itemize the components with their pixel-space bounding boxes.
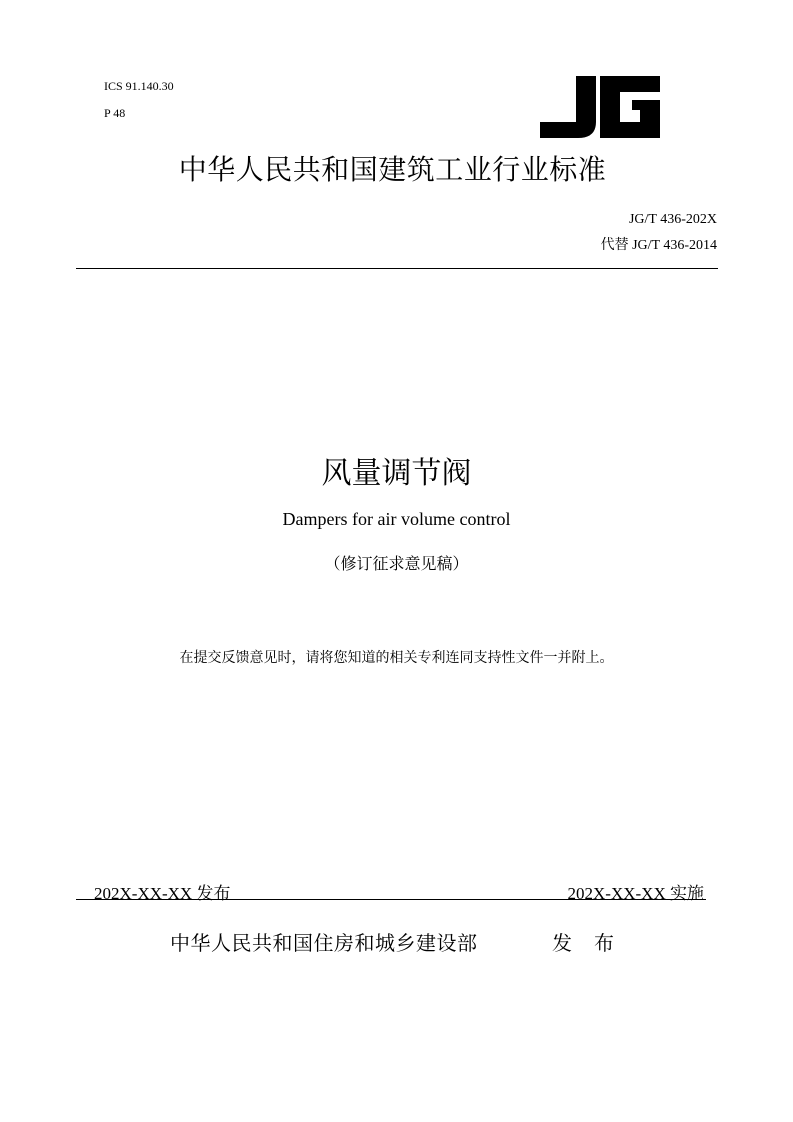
replaces-code: 代替 JG/T 436-2014 <box>600 238 717 253</box>
patent-notice: 在提交反馈意见时，请将您知道的相关专利连同支持性文件一并附上。 <box>179 651 614 666</box>
classification-code: P 48 <box>104 106 126 120</box>
top-divider <box>76 268 718 269</box>
jg-logo <box>538 76 660 138</box>
document-title-english: Dampers for air volume control <box>282 509 511 529</box>
standard-code: JG/T 436-202X <box>628 212 717 227</box>
bottom-divider <box>76 899 706 900</box>
issue-date: 202X-XX-XX 发布 <box>94 884 231 903</box>
issue-label: 发布 <box>552 931 636 955</box>
document-title-chinese: 风量调节阀 <box>321 456 472 491</box>
draft-stage: （修订征求意见稿） <box>324 556 469 573</box>
ics-number: ICS 91.140.30 <box>104 79 174 93</box>
implementation-date: 202X-XX-XX 实施 <box>567 884 704 903</box>
standard-category: 中华人民共和国建筑工业行业标准 <box>178 153 607 186</box>
issuing-authority: 中华人民共和国住房和城乡建设部 <box>170 931 478 955</box>
